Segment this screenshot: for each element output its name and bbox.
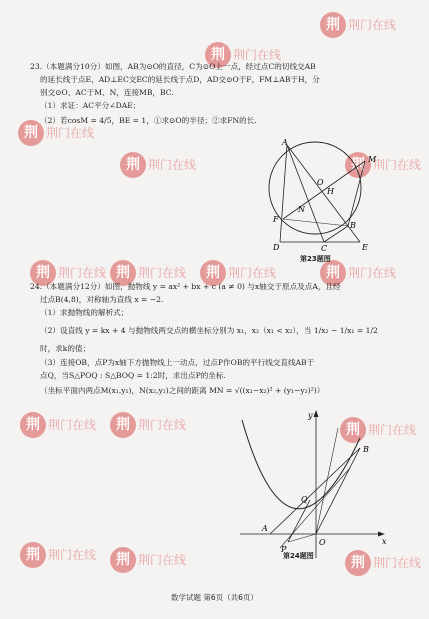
q24-stem-line2: 过点B(4,8)，对称轴为直线 x = −2. [40, 295, 164, 304]
q24-sub2-line2: 时，求k的值； [40, 344, 91, 353]
q23-sub1: （1）求证：AC平分∠DAE； [40, 101, 141, 110]
point-label-f: F [273, 215, 279, 224]
point-label-d: D [273, 243, 280, 252]
watermark-logo-icon: 荆 [30, 260, 56, 286]
watermark: 荆 荆门在线 [20, 410, 84, 444]
watermark: 荆 荆门在线 [320, 10, 384, 44]
q23-stem-line1: 23.（本题满分10分）如图，AB为⊙O的直径，C为⊙O上一点，经过点C的切线交AB [30, 62, 316, 71]
watermark: 荆 荆门在线 [18, 118, 82, 152]
watermark-logo-icon: 荆 [345, 152, 371, 178]
watermark-logo-icon: 荆 [20, 542, 46, 568]
watermark-logo-icon: 荆 [320, 12, 346, 38]
watermark: 荆 荆门在线 [200, 258, 264, 292]
line-ad [280, 145, 287, 242]
watermark: 荆 荆门在线 [110, 410, 174, 444]
point-label-a: A [262, 524, 268, 533]
line-po [288, 534, 316, 542]
page-footer: 数学试题 第6页（共6页） [171, 593, 258, 602]
watermark-logo-icon: 荆 [120, 152, 146, 178]
q24-parabola-figure [230, 408, 390, 560]
point-label-o: O [317, 178, 324, 187]
watermark-logo-icon: 荆 [110, 260, 136, 286]
q23-geometry-figure [262, 136, 380, 256]
q23-sub2: （2）若cosM = 4/5，BE = 1，①求⊙O的半径；②求FN的长. [40, 116, 257, 125]
point-label-e: E [362, 243, 368, 252]
watermark: 荆 荆门在线 [110, 545, 174, 579]
y-axis-arrow-icon [314, 410, 319, 417]
q23-stem-line3: 别交⊙O、AC于M、N，连接MB，BC. [40, 88, 174, 97]
line-bc [324, 226, 348, 242]
auxiliary-line [280, 468, 350, 548]
q24-sub3-line1: （3）连接OB，点P为x轴下方抛物线上一动点，过点P作OB的平行线交直线AB于 [40, 358, 315, 367]
watermark-logo-icon: 荆 [200, 260, 226, 286]
x-axis-arrow-icon [378, 532, 385, 537]
point-label-a: A [282, 138, 288, 147]
watermark: 荆 荆门在线 [320, 258, 384, 292]
watermark: 荆 荆门在线 [340, 415, 404, 449]
watermark-logo-icon: 荆 [110, 412, 136, 438]
q23-figure-caption: 第23题图 [300, 255, 331, 263]
point-label-c: C [321, 244, 328, 253]
q24-figure-caption: 第24题图 [283, 552, 314, 560]
q24-sub2-line1: （2）设直线 y = kx + 4 与抛物线两交点的横坐标分别为 x₁，x₂（x₁ < x₂），当 1/x₂ − 1/x₁ = 1/2 [40, 326, 378, 335]
watermark: 荆 荆门在线 [345, 548, 409, 582]
point-label-h: H [327, 187, 334, 196]
point-label-q: Q [301, 495, 308, 504]
line-kx4 [316, 428, 338, 534]
watermark-logo-icon: 荆 [320, 260, 346, 286]
axis-label-x: x [382, 537, 387, 546]
q24-sub3-line2: 点Q，当S△POQ : S△BOQ = 1:2时，求出点P的坐标. [40, 371, 226, 380]
watermark-logo-icon: 荆 [110, 547, 136, 573]
point-label-b: B [350, 221, 356, 230]
axis-label-y: y [308, 411, 313, 420]
watermark-logo-icon: 荆 [205, 42, 231, 68]
point-label-p: P [281, 545, 287, 554]
watermark: 荆 荆门在线 [30, 258, 94, 292]
point-label-m: M [368, 155, 377, 164]
point-label-b: B [363, 445, 369, 454]
watermark: 荆 荆门在线 [120, 150, 184, 184]
q23-stem-line2: 的延长线于点E，AD⊥EC交EC的延长线于点D，AD交⊙O于F，FM⊥AB于H，分 [40, 75, 320, 84]
circle-o [269, 142, 361, 234]
watermark: 荆 荆门在线 [345, 150, 409, 184]
watermark-logo-icon: 荆 [345, 550, 371, 576]
watermark: 荆 荆门在线 [20, 540, 84, 574]
line-fm [283, 161, 365, 219]
watermark: 荆 荆门在线 [110, 258, 174, 292]
watermark-logo-icon: 荆 [340, 417, 366, 443]
line-ob [316, 448, 360, 534]
watermark-logo-icon: 荆 [18, 120, 44, 146]
q24-stem-line1: 24.（本题满分12分）如图，抛物线 y = ax² + bx + c (a ≠ 0) 与x轴交于原点及点A，且经 [30, 282, 341, 291]
line-ab [270, 448, 360, 534]
point-label-n: N [298, 205, 305, 214]
point-label-o: O [319, 538, 326, 547]
watermark: 荆 荆门在线 [205, 40, 269, 74]
q24-sub1: （1）求抛物线的解析式； [40, 308, 129, 317]
watermark-logo-icon: 荆 [20, 412, 46, 438]
q24-distance-note: （坐标平面内两点M(x₁,y₁)，N(x₂,y₂)之间的距离 MN = √((x₁−x₂)² + (y₁−y₂)²)） [40, 386, 325, 395]
